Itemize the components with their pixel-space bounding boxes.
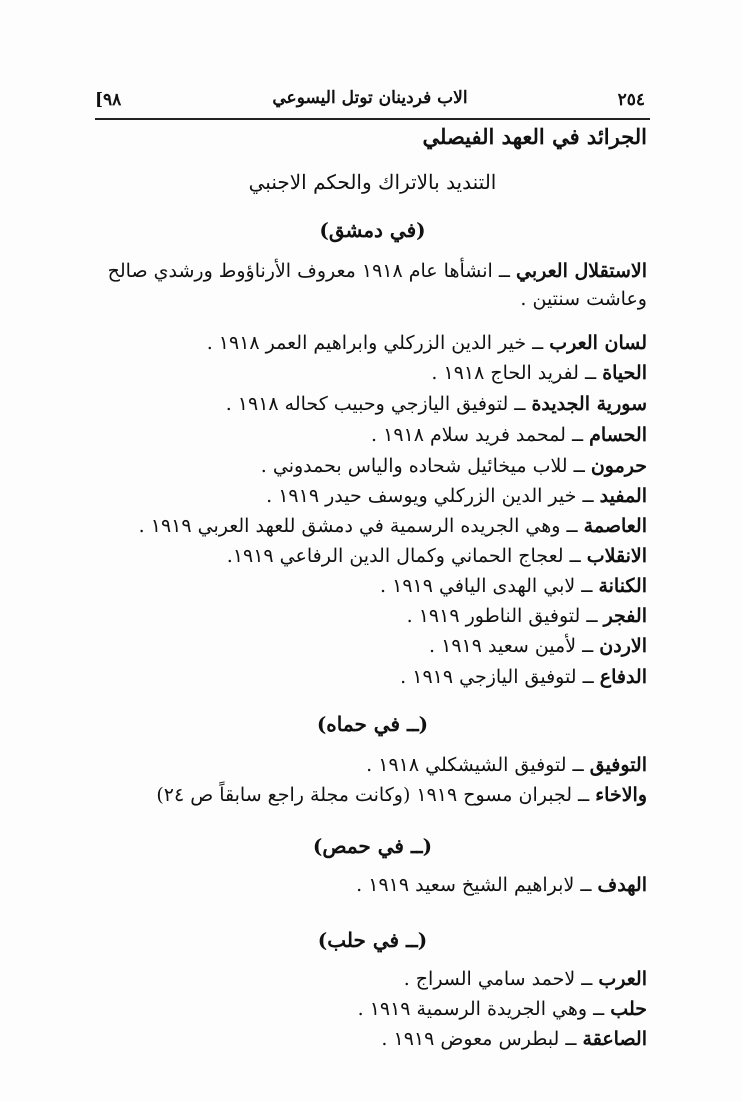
list-item: حرمون ــ للاب ميخائيل شحاده والياس بحمدوني .	[260, 455, 647, 477]
list-item: العاصمة ــ وهي الجريده الرسمية في دمشق للعهد العربي ١٩١٩ .	[138, 515, 647, 537]
header-rule	[95, 118, 650, 120]
entry-intro-cont: وعاشت سنتين .	[520, 288, 647, 310]
running-title: الاب فردينان توتل اليسوعي	[272, 88, 468, 108]
list-item: الانقلاب ــ لعجاج الحماني وكمال الدين الرفاعي ١٩١٩.	[226, 545, 647, 567]
entry-intro: الاستقلال العربي ــ انشأها عام ١٩١٨ معروف الأرناؤوط ورشدي صالح	[107, 260, 647, 282]
list-item: حلب ــ وهي الجريدة الرسمية ١٩١٩ .	[357, 998, 647, 1020]
entry-name: الاستقلال العربي	[516, 260, 647, 282]
list-item: المفيد ــ خير الدين الزركلي ويوسف حيدر ١٩١٩ .	[266, 485, 647, 507]
entry-text: انشأها عام ١٩١٨ معروف الأرناؤوط ورشدي صالح	[107, 260, 493, 282]
section-title-hama: (ــ في حماه)	[316, 712, 429, 736]
list-item: الاردن ــ لأمين سعيد ١٩١٩ .	[429, 635, 647, 657]
section-title-damascus: (في دمشق)	[319, 218, 426, 242]
list-item: الدفاع ــ لتوفيق اليازجي ١٩١٩ .	[400, 666, 647, 688]
list-item: سورية الجديدة ــ لتوفيق اليازجي وحبيب كحاله ١٩١٨ .	[225, 393, 647, 415]
list-item: العرب ــ لاحمد سامي السراج .	[403, 968, 647, 990]
list-item: الكنانة ــ لابي الهدى اليافي ١٩١٩ .	[380, 575, 647, 597]
list-item: التوفيق ــ لتوفيق الشيشكلي ١٩١٨ .	[366, 754, 647, 776]
list-item: الهدف ــ لابراهيم الشيخ سعيد ١٩١٩ .	[356, 874, 647, 896]
list-item: الفجر ــ لتوفيق الناطور ١٩١٩ .	[406, 605, 647, 627]
list-item: الحياة ــ لفريد الحاج ١٩١٨ .	[431, 362, 647, 384]
subtitle: التنديد بالاتراك والحكم الاجنبي	[248, 170, 497, 194]
section-title-aleppo: (ــ في حلب)	[317, 928, 428, 952]
list-item: الصاعقة ــ لبطرس معوض ١٩١٩ .	[381, 1028, 647, 1050]
list-item: لسان العرب ــ خير الدين الزركلي وابراهيم العمر ١٩١٨ .	[206, 332, 647, 354]
section-title-homs: (ــ في حمص)	[312, 834, 433, 858]
page-number-left: [٩٨	[95, 90, 122, 110]
list-item: الحسام ــ لمحمد فريد سلام ١٩١٨ .	[371, 424, 647, 446]
list-item: والاخاء ــ لجبران مسوح ١٩١٩ (وكانت مجلة راجع سابقاً ص ٢٤)	[156, 784, 647, 806]
chapter-heading: الجرائد في العهد الفيصلي	[422, 124, 647, 149]
running-header	[95, 88, 645, 116]
page-number-right: ٢٥٤	[617, 90, 645, 110]
